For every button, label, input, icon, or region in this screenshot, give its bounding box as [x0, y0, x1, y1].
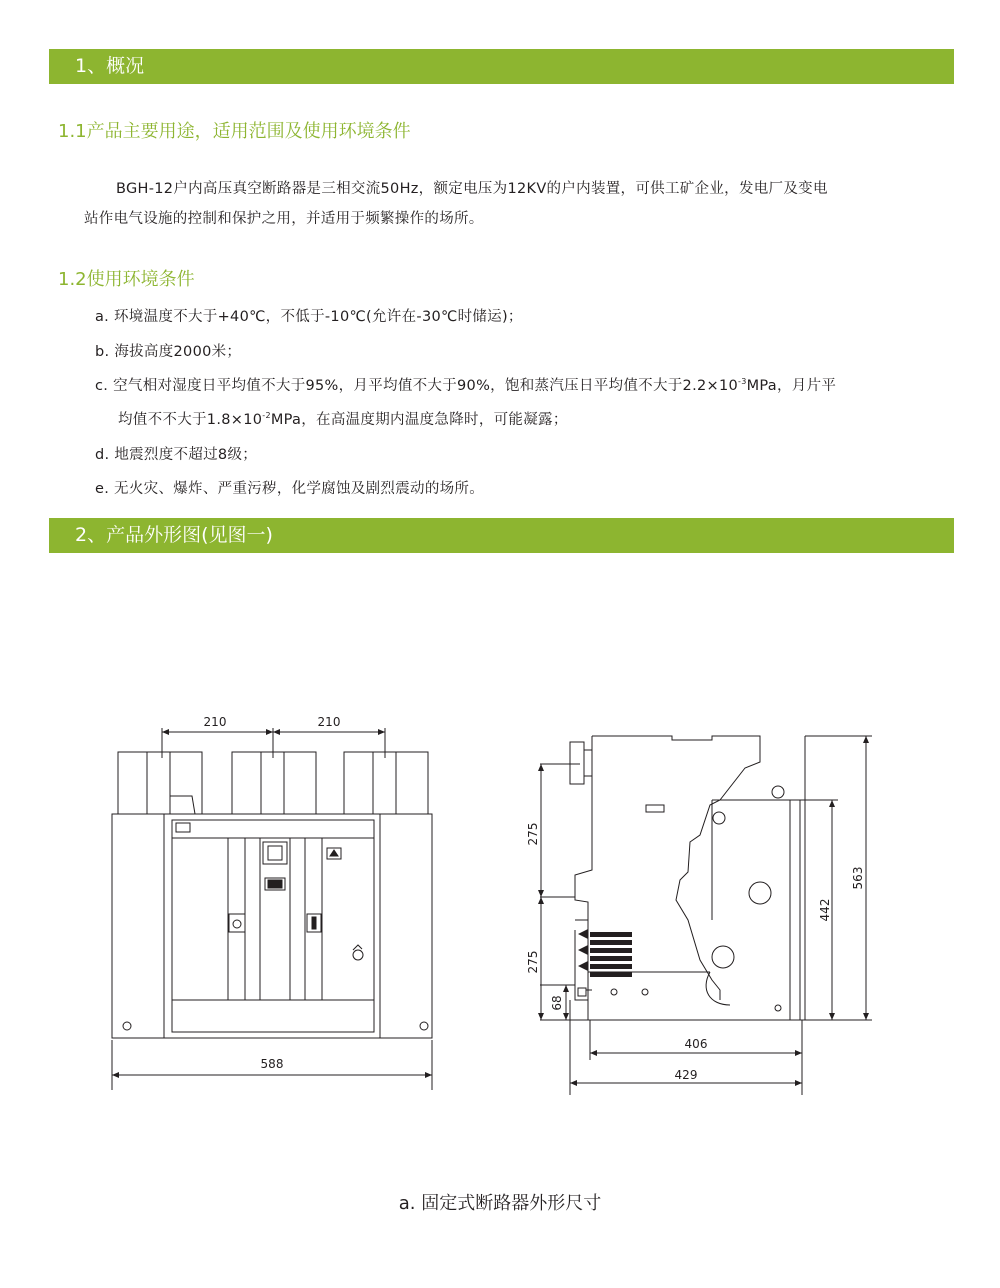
paragraph-line-2: 站作电气设施的控制和保护之用，并适用于频繁操作的场所。: [84, 211, 484, 227]
condition-c2-text: 均值不不大于1.8×10: [118, 412, 263, 428]
dim-side-h4: 442: [818, 898, 832, 922]
section-2-title: 2、产品外形图(见图一): [75, 524, 273, 546]
dim-side-h5: 563: [851, 866, 865, 890]
condition-c2-text-end: MPa，在高温度期内温度急降时，可能凝露；: [270, 412, 568, 428]
subsection-1-1-title: 1.1产品主要用途，适用范围及使用环境条件: [58, 121, 411, 142]
dim-side-h1: 275: [526, 822, 540, 846]
figure-caption: a. 固定式断路器外形尺寸: [398, 1193, 602, 1214]
section-1-title: 1、概况: [75, 55, 145, 77]
side-view-fins: [578, 929, 632, 977]
dim-side-w1: 406: [684, 1037, 708, 1051]
dim-side-h3: 68: [550, 995, 564, 1011]
condition-c-exponent: -3: [738, 377, 747, 387]
subsection-1-2-title: 1.2使用环境条件: [58, 269, 195, 290]
condition-a: a. 环境温度不大于+40℃，不低于-10℃(允许在-30℃时储运)；: [95, 309, 523, 325]
condition-d: d. 地震烈度不超过8级；: [95, 447, 258, 463]
condition-c-text: c. 空气相对湿度日平均值不大于95%，月平均值不大于90%，饱和蒸汽压日平均值不大于2.2×10: [95, 378, 739, 394]
condition-e: e. 无火灾、爆炸、严重污秽，化学腐蚀及剧烈震动的场所。: [95, 481, 485, 497]
dim-side-w2: 429: [674, 1068, 698, 1082]
condition-c2-exponent: -2: [262, 411, 271, 421]
front-view: [112, 728, 432, 1090]
dim-front-pitch-1: 210: [203, 715, 227, 729]
condition-c-text-end: MPa，月片平: [746, 378, 837, 394]
dim-front-pitch-2: 210: [317, 715, 341, 729]
paragraph-line-1: BGH-12户内高压真空断路器是三相交流50Hz，额定电压为12KV的户内装置，可供工矿企业，发电厂及变电: [116, 181, 828, 197]
condition-b: b. 海拔高度2000米；: [95, 344, 242, 360]
dim-side-h2: 275: [526, 950, 540, 974]
dim-front-width: 588: [260, 1057, 284, 1071]
